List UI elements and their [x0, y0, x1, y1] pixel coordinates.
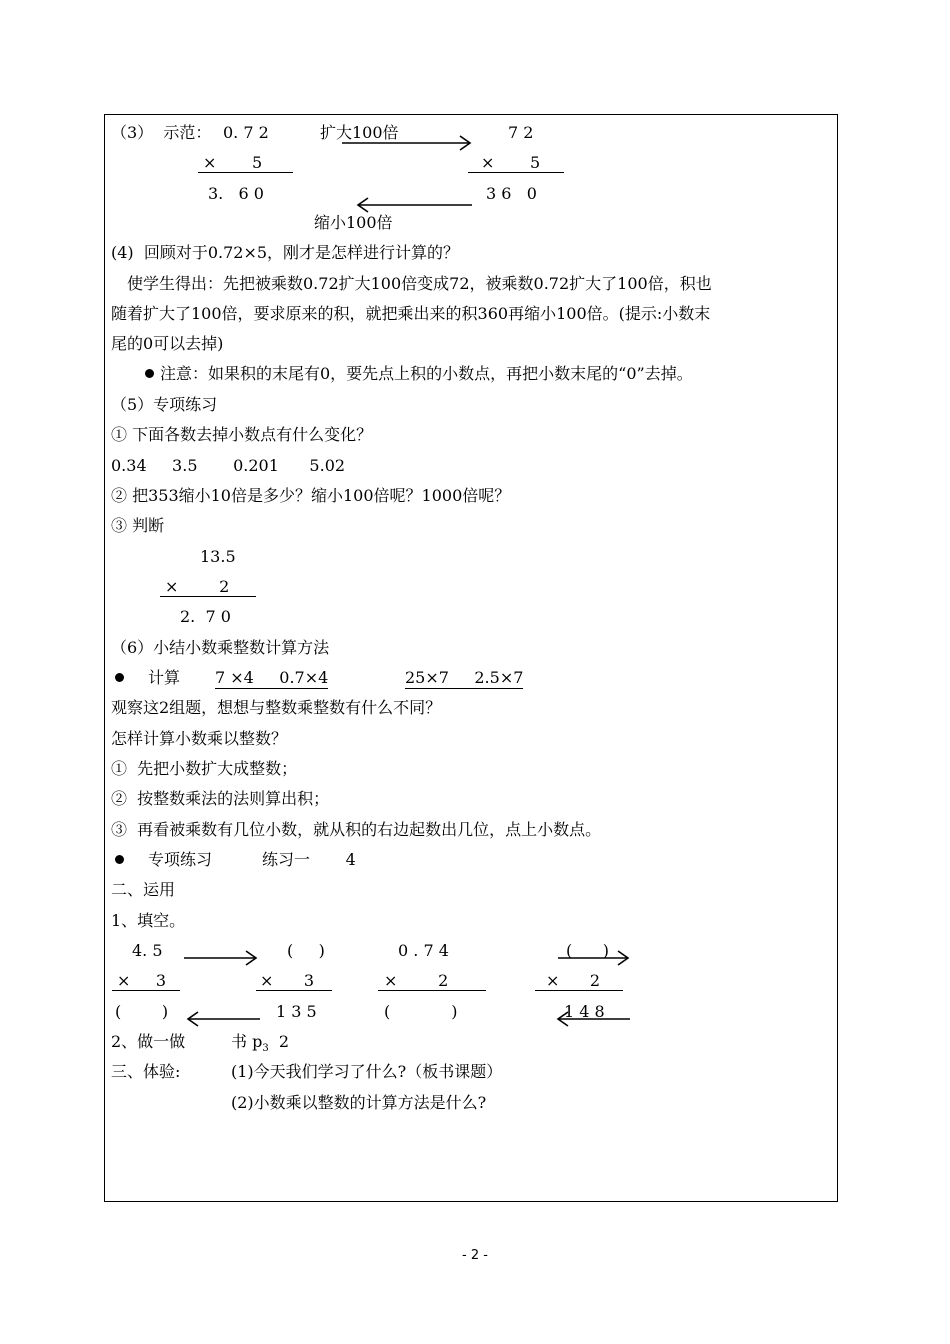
- demo-label: （3） 示范：: [111, 123, 212, 142]
- p4-rule: [535, 990, 623, 991]
- practice-q3: ③ 判断: [111, 516, 165, 535]
- p1-bot: ( ): [115, 1002, 169, 1021]
- practice-q1-numbers: 0.34 3.5 0.201 5.02: [111, 456, 346, 475]
- bullet-icon: [115, 673, 124, 682]
- judge-multiplicand: 13.5: [200, 547, 236, 566]
- p3-top: 0 . 7 4: [398, 941, 449, 960]
- p1-mid: × 3: [117, 971, 167, 990]
- review-line-1: 使学生得出：先把被乘数0.72扩大100倍变成72，被乘数0.72扩大了100倍，积也: [127, 274, 712, 293]
- bullet-icon: [115, 855, 124, 864]
- right-arrow-icon: [342, 134, 474, 152]
- practice-heading: （5）专项练习: [111, 395, 218, 414]
- demo-left-rule: [198, 172, 293, 173]
- demo-right-multiplicand: 7 2: [508, 123, 534, 142]
- experience-heading: 三、体验:: [111, 1062, 181, 1081]
- book-page-sub: 3: [262, 1043, 269, 1055]
- demo-expand-text: 扩大100倍: [320, 123, 399, 142]
- demo-left-multiplier: × 5: [203, 153, 263, 172]
- apply-doit: 2、做一做: [111, 1032, 186, 1051]
- left-arrow-icon: [556, 1010, 632, 1028]
- judge-rule: [160, 596, 256, 597]
- p3-mid: × 2: [384, 971, 449, 990]
- experience-q1: (1)今天我们学习了什么?（板书课题）: [231, 1062, 503, 1081]
- judge-multiplier: × 2: [165, 577, 230, 596]
- summary-how: 怎样计算小数乘以整数？: [111, 729, 288, 748]
- review-note: 注意：如果积的末尾有0，要先点上积的小数点，再把小数末尾的“0”去掉。: [160, 364, 693, 383]
- left-arrow-icon: [186, 1010, 262, 1028]
- demo-right-multiplier: × 5: [481, 153, 541, 172]
- practice-label: 专项练习: [148, 850, 213, 869]
- demo-shrink-text: 缩小100倍: [314, 213, 393, 232]
- book-num: 2: [278, 1032, 290, 1051]
- apply-fill: 1、填空。: [111, 911, 186, 930]
- p1-rule: [112, 990, 180, 991]
- summary-step-3: ③ 再看被乘数有几位小数，就从积的右边起数出几位，点上小数点。: [111, 820, 602, 839]
- p4-mid: × 2: [546, 971, 601, 990]
- summary-step-1: ① 先把小数扩大成整数；: [111, 759, 298, 778]
- practice-q2: ② 把353缩小10倍是多少？缩小100倍呢？1000倍呢？: [111, 486, 511, 505]
- p3-bot: ( ): [384, 1002, 458, 1021]
- p2-bot: 1 3 5: [276, 1002, 317, 1021]
- page-number: - 2 -: [462, 1248, 488, 1263]
- review-line-3: 尾的0可以去掉): [111, 334, 224, 353]
- experience-q2: (2)小数乘以整数的计算方法是什么?: [231, 1093, 487, 1112]
- right-arrow-icon: [558, 949, 632, 967]
- p2-top: ( ): [287, 941, 325, 960]
- p4-bot: 1 4 8: [564, 1002, 605, 1021]
- practice-q1: ① 下面各数去掉小数点有什么变化？: [111, 425, 373, 444]
- book-label: [231, 1032, 289, 1059]
- judge-product: 2. 7 0: [180, 607, 231, 626]
- demo-right-product: 3 6 0: [486, 184, 537, 203]
- calc-group-1: 7 ×4 0.7×4: [215, 668, 329, 687]
- p1-top: 4. 5: [132, 941, 163, 960]
- demo-right-rule: [468, 172, 564, 173]
- calc-label: 计算: [148, 668, 181, 687]
- book-text: 书: [231, 1032, 248, 1051]
- apply-heading: 二、运用: [111, 880, 176, 899]
- p2-rule: [256, 990, 332, 991]
- p2-mid: × 3: [260, 971, 315, 990]
- summary-observe: 观察这2组题，想想与整数乘整数有什么不同？: [111, 698, 442, 717]
- p4-top: ( ): [566, 941, 609, 960]
- review-line-2: 随着扩大了100倍，要求原来的积，就把乘出来的积360再缩小100倍。(提示:小数末: [111, 304, 711, 323]
- demo-left-product: 3. 6 0: [208, 184, 264, 203]
- p3-rule: [378, 990, 486, 991]
- right-arrow-icon: [184, 949, 260, 967]
- summary-heading: （6）小结小数乘整数计算方法: [111, 638, 330, 657]
- calc-group-2: 25×7 2.5×7: [405, 668, 524, 687]
- book-page: p: [252, 1032, 263, 1051]
- practice-ref: 练习一 4: [262, 850, 356, 869]
- review-question: (4) 回顾对于0.72×5，刚才是怎样进行计算的？: [111, 243, 460, 262]
- bullet-icon: [145, 369, 154, 378]
- demo-left-multiplicand: 0. 7 2: [223, 123, 269, 142]
- left-arrow-icon: [356, 196, 474, 214]
- summary-step-2: ② 按整数乘法的法则算出积；: [111, 789, 330, 808]
